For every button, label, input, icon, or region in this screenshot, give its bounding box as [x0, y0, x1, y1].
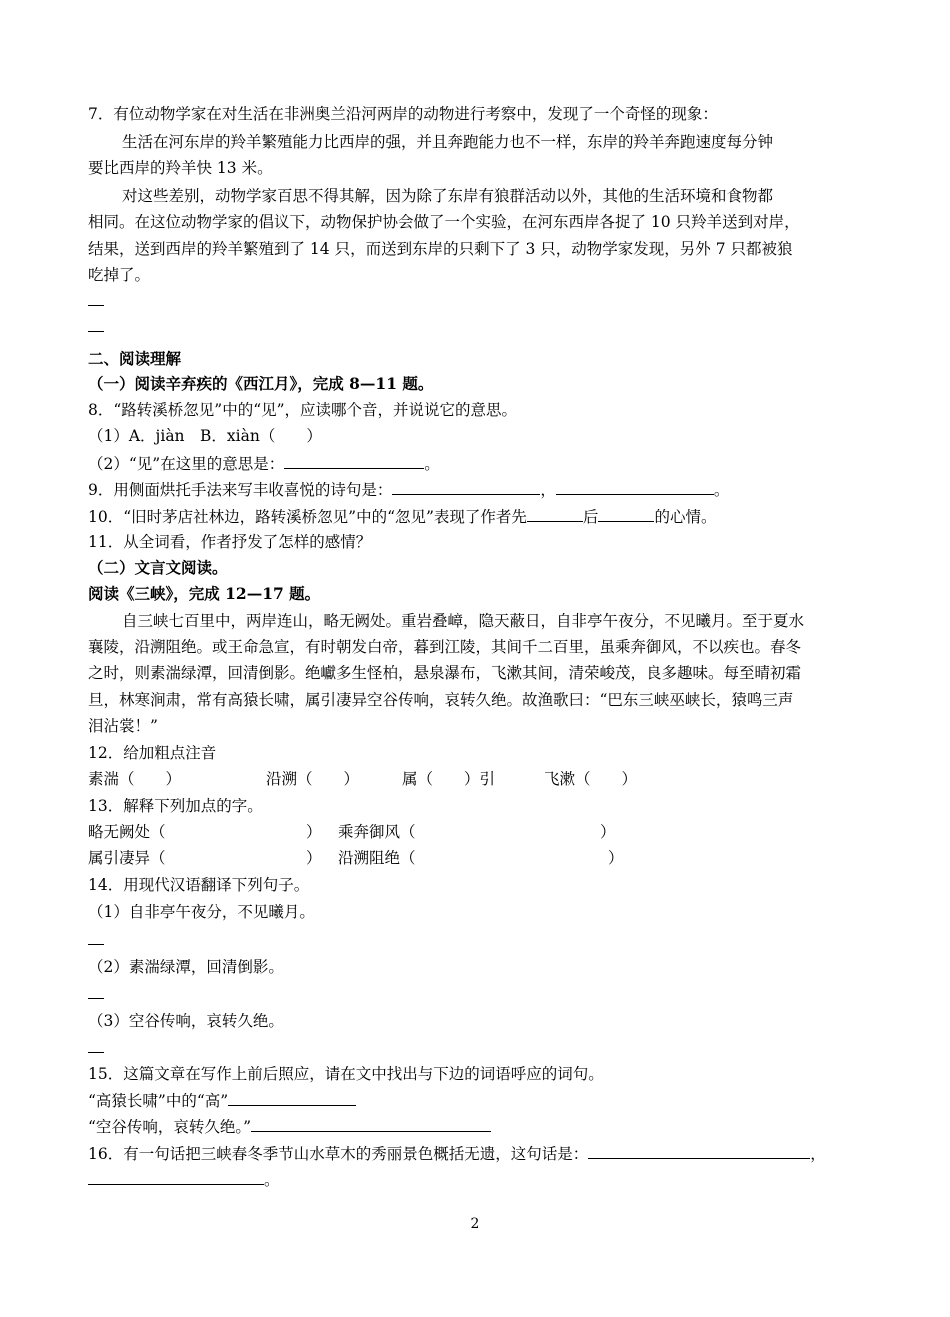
q12-item: 属（ ）引 — [402, 770, 496, 788]
q13-item: 沿溯阻绝（ — [338, 849, 416, 867]
q13-row — [88, 848, 870, 868]
part2-subheading: 阅读《三峡》，完成 12—17 题。 — [88, 584, 321, 603]
q7-paragraph2-line3: 结果，送到西岸的羚羊繁殖到了 14 只，而送到东岸的只剩下了 3 只，动物学家发现，另外 7 只都被狼 — [88, 240, 793, 258]
q15-text: “空谷传响，哀转久绝。” — [88, 1118, 252, 1136]
answer-mark — [88, 305, 104, 306]
punct: ， — [810, 1145, 826, 1163]
q13-item: 乘奔御风（ — [338, 823, 416, 841]
q10 — [88, 506, 870, 527]
answer-blank[interactable] — [88, 1169, 264, 1185]
q15-item — [88, 1116, 870, 1137]
part1-heading: （一）阅读辛弃疾的《西江月》，完成 8—11 题。 — [88, 374, 434, 393]
answer-blank[interactable] — [392, 479, 540, 495]
q11: 11．从全词看，作者抒发了怎样的感情？ — [88, 533, 372, 551]
q8-option: （1）A．jiàn B．xiàn（ ） — [88, 427, 322, 445]
punct: 。 — [264, 1171, 280, 1189]
q12-item: 素湍（ ） — [88, 770, 182, 788]
punct: 。 — [713, 481, 730, 499]
q14: 14．用现代汉语翻译下列句子。 — [88, 876, 310, 894]
q12-item: 飞漱（ ） — [544, 770, 638, 788]
q7-paragraph2-line1: 对这些差别，动物学家百思不得其解，因为除了东岸有狼群活动以外，其他的生活环境和食物都 — [122, 187, 774, 205]
part2-heading: （二）文言文阅读。 — [88, 558, 228, 577]
q10-text: 10．“旧时茅店社林边，路转溪桥忽见”中的“忽见”表现了作者先 — [88, 508, 527, 526]
q14-item: （2）素湍绿潭，回清倒影。 — [88, 958, 284, 976]
q7-line1: 7．有位动物学家在对生活在非洲奥兰沿河两岸的动物进行考察中，发现了一个奇怪的现象： — [88, 105, 718, 123]
q13-item: 属引凄异（ — [88, 849, 166, 867]
answer-blank[interactable] — [527, 506, 583, 522]
q8: 8．“路转溪桥忽见”中的“见”，应读哪个音，并说说它的意思。 — [88, 401, 518, 419]
passage-line: 泪沾裳！” — [88, 717, 158, 735]
q9-text: 9．用侧面烘托手法来写丰收喜悦的诗句是： — [88, 481, 393, 499]
answer-blank[interactable] — [556, 479, 714, 495]
q12-item: 沿溯（ ） — [266, 770, 360, 788]
q15-item — [88, 1090, 870, 1111]
punct: 。 — [424, 455, 440, 473]
q7-paragraph2-line4: 吃掉了。 — [88, 266, 151, 284]
q10-text: 的心情。 — [654, 508, 717, 526]
q10-text: 后 — [582, 508, 599, 526]
q9 — [88, 479, 870, 500]
q14-item: （1）自非亭午夜分，不见曦月。 — [88, 903, 315, 921]
passage-line: 旦，林寒涧肃，常有高猿长啸，属引凄异空谷传响，哀转久绝。故渔歌曰：“巴东三峡巫峡长，猿鸣三声 — [88, 691, 794, 709]
q14-item: （3）空谷传响，哀转久绝。 — [88, 1012, 284, 1030]
q16 — [88, 1143, 870, 1164]
q13-item: ） — [608, 849, 624, 867]
answer-mark — [88, 998, 104, 999]
section-heading: 二、阅读理解 — [88, 349, 182, 368]
q8-meaning-text: （2）“见”在这里的意思是： — [88, 455, 285, 473]
passage-line: 襄陵，沿溯阻绝。或王命急宣，有时朝发白帝，暮到江陵，其间千二百里，虽乘奔御风，不以疾也。春冬 — [88, 638, 802, 656]
q13-item: ） — [600, 823, 616, 841]
q13-item: 略无阙处（ — [88, 823, 166, 841]
q13: 13．解释下列加点的字。 — [88, 797, 263, 815]
answer-blank[interactable] — [588, 1143, 810, 1159]
passage-line: 自三峡七百里中，两岸连山，略无阙处。重岩叠嶂，隐天蔽日，自非亭午夜分，不见曦月。至于夏水 — [122, 612, 805, 630]
q13-item: ） — [306, 823, 322, 841]
q7-paragraph1-line2: 要比西岸的羚羊快 13 米。 — [88, 159, 273, 177]
q7-paragraph1-line1: 生活在河东岸的羚羊繁殖能力比西岸的强，并且奔跑能力也不一样，东岸的羚羊奔跑速度每分钟 — [122, 133, 774, 151]
answer-blank[interactable] — [251, 1116, 491, 1132]
passage-line: 之时，则素湍绿潭，回清倒影。绝巘多生怪柏，悬泉瀑布，飞漱其间，清荣峻茂，良多趣味。每至晴初霜 — [88, 664, 802, 682]
q15: 15．这篇文章在写作上前后照应，请在文中找出与下边的词语呼应的词句。 — [88, 1065, 604, 1083]
answer-mark — [88, 1052, 104, 1053]
q12-items — [88, 769, 870, 789]
punct: ， — [540, 481, 556, 499]
answer-mark — [88, 944, 104, 945]
answer-blank[interactable] — [228, 1090, 356, 1106]
q15-text: “高猿长啸”中的“高” — [88, 1092, 229, 1110]
q13-item: ） — [306, 849, 322, 867]
q16-text: 16．有一句话把三峡春冬季节山水草木的秀丽景色概括无遗，这句话是： — [88, 1145, 589, 1163]
page-number: 2 — [470, 1216, 480, 1232]
q7-paragraph2-line2: 相同。在这位动物学家的倡议下，动物保护协会做了一个实验，在河东西岸各捉了 10 只羚羊送到对岸， — [88, 213, 800, 231]
q12: 12．给加粗点注音 — [88, 744, 217, 762]
q13-row — [88, 822, 870, 842]
q16-cont — [88, 1169, 870, 1190]
answer-blank[interactable] — [284, 453, 424, 469]
answer-mark — [88, 331, 104, 332]
q8-meaning — [88, 453, 870, 474]
answer-blank[interactable] — [598, 506, 654, 522]
